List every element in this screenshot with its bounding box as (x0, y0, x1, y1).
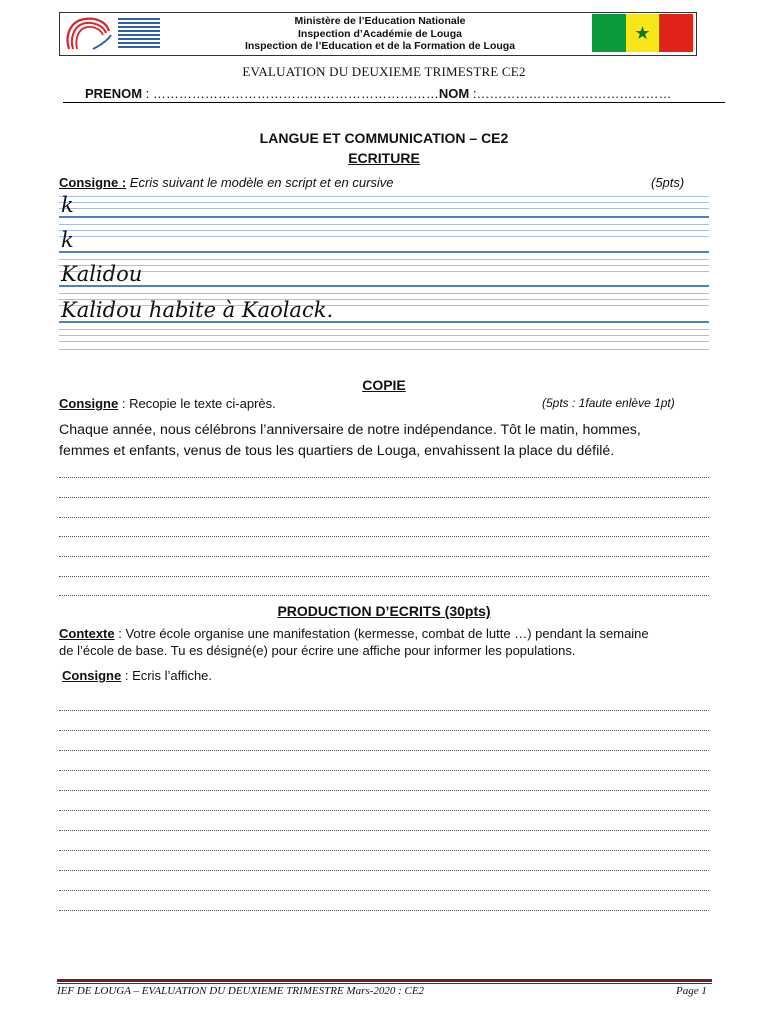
answer-line[interactable] (59, 860, 709, 871)
answer-line[interactable] (59, 566, 709, 577)
copy-text (59, 420, 719, 462)
footer-text: IEF DE LOUGA – EVALUATION DU DEUXIEME TRIMESTRE Mars-2020 : CE2 (57, 985, 425, 997)
points-copie: (5pts : 1faute enlève 1pt) (542, 396, 675, 410)
consigne-text: Ecris suivant le modèle en script et en cursive (126, 175, 394, 190)
answer-line[interactable] (59, 700, 709, 711)
answer-line[interactable] (59, 507, 709, 518)
footer-rule-thin (57, 983, 712, 984)
prenom-dots[interactable]: : ………………………………………………………… (142, 86, 439, 101)
senegal-flag-icon: ★ (592, 14, 693, 52)
consigne-text: : Ecris l’affiche. (121, 668, 213, 683)
answer-line[interactable] (59, 526, 709, 537)
contexte-label: Contexte (59, 626, 115, 641)
consigne-label: Consigne (59, 396, 119, 411)
model-line-3: Kalidou (61, 262, 143, 286)
writing-lines[interactable] (59, 192, 709, 352)
model-line-1: k (61, 193, 74, 217)
consigne-copie (59, 396, 276, 411)
header-institution (170, 15, 590, 53)
answer-line[interactable] (59, 467, 709, 478)
consigne-text: : Recopie le texte ci-après. (118, 396, 276, 411)
identity-line (63, 86, 725, 103)
answer-line[interactable] (59, 880, 709, 891)
section-subtitle-ecriture: ECRITURE (348, 150, 420, 166)
points-ecriture: (5pts) (651, 175, 685, 190)
answer-line[interactable] (59, 800, 709, 811)
answer-line[interactable] (59, 487, 709, 498)
model-line-4: Kalidou habite à Kaolack. (61, 298, 334, 322)
model-line-2: k (61, 228, 74, 252)
answer-line[interactable] (59, 760, 709, 771)
ministry-logo-icon (63, 15, 163, 53)
answer-line[interactable] (59, 900, 709, 911)
consigne-label: Consigne (62, 668, 122, 683)
consigne-label: Consigne : (59, 175, 127, 190)
answer-line[interactable] (59, 546, 709, 557)
answer-line[interactable] (59, 585, 709, 596)
contexte-line-1 (59, 626, 649, 641)
answer-line[interactable] (59, 780, 709, 791)
answer-line[interactable] (59, 820, 709, 831)
nom-label: NOM (438, 86, 470, 101)
section-title-langue: LANGUE ET COMMUNICATION – CE2 (259, 130, 509, 146)
prenom-label: PRENOM (85, 86, 143, 101)
consigne-production (62, 668, 212, 683)
footer-rule (57, 979, 712, 982)
contexte-text-1: : Votre école organise une manifestation (kermesse, combat de lutte …) pendant la semaine (114, 626, 649, 641)
consigne-ecriture (59, 175, 394, 190)
contexte-text-2: de l’école de base. Tu es désigné(e) pour écrire une affiche pour informer les populations. (59, 643, 576, 658)
nom-dots[interactable]: :……………………………………… (469, 86, 672, 101)
page-number: Page 1 (676, 985, 707, 997)
answer-line[interactable] (59, 740, 709, 751)
header-line-2: Inspection d’Académie de Louga (298, 27, 462, 40)
copy-text-line-1: Chaque année, nous célébrons l’anniversaire de notre indépendance. Tôt le matin, hommes, (59, 422, 641, 438)
answer-line[interactable] (59, 840, 709, 851)
header-line-1: Ministère de l’Education Nationale (294, 15, 466, 27)
section-title-production: PRODUCTION D’ECRITS (30pts) (277, 603, 491, 619)
header-line-3: Inspection de l’Education et de la Formation de Louga (244, 40, 516, 52)
exam-title: EVALUATION DU DEUXIEME TRIMESTRE CE2 (242, 64, 526, 79)
copy-text-line-2: femmes et enfants, venus de tous les quartiers de Louga, envahissent la place du défilé. (59, 443, 615, 459)
answer-line[interactable] (59, 720, 709, 731)
section-title-copie: COPIE (362, 377, 406, 393)
